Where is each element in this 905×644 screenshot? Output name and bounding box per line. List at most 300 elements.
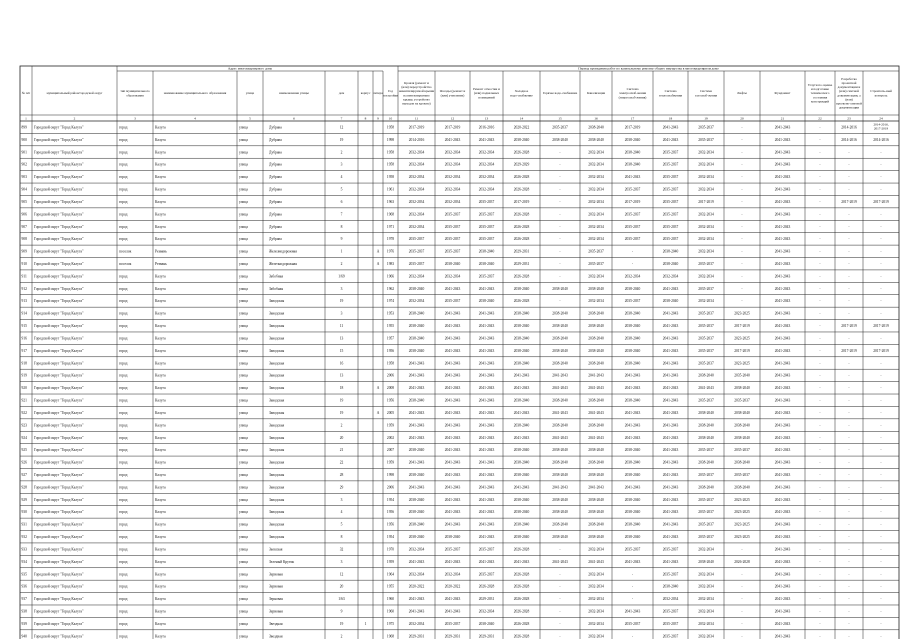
period-cell: 2032-2034 bbox=[444, 572, 461, 577]
period-cell: 2041-2043 bbox=[444, 336, 461, 341]
period-cell: 2032-2034 bbox=[698, 621, 714, 626]
street-type-cell: улица bbox=[239, 386, 248, 391]
period-cell: - bbox=[819, 237, 821, 242]
municipality-type-cell: город bbox=[119, 373, 128, 378]
period-cell: 2017-2019 bbox=[444, 125, 461, 130]
period-cell: 2038-2040 bbox=[478, 621, 495, 626]
period-cell: - bbox=[848, 311, 850, 316]
district-cell: Городской округ "Город Калуга" bbox=[34, 262, 84, 267]
row-number-cell: 919 bbox=[21, 373, 27, 378]
period-cell: 2026-2028 bbox=[513, 187, 530, 192]
period-cell: - bbox=[819, 547, 821, 552]
period-cell: 2041-2043 bbox=[478, 472, 495, 477]
period-cell: 2026-2028 bbox=[513, 237, 530, 242]
period-cell: - bbox=[880, 336, 882, 341]
period-cell: - bbox=[819, 398, 821, 403]
period-cell: 2014-2016 bbox=[873, 137, 889, 142]
column-header: Горячее водо-снабжение bbox=[542, 91, 578, 96]
build-year-cell: 1966 bbox=[386, 274, 395, 279]
street-type-cell: улица bbox=[239, 137, 248, 142]
period-cell: 2041-2043 bbox=[774, 386, 791, 391]
district-cell: Городской округ "Город Калуга" bbox=[34, 497, 84, 502]
period-cell: 2041-2043 bbox=[408, 361, 425, 366]
street-name-cell: Заводская bbox=[269, 299, 285, 304]
column-header: Фундамент bbox=[774, 91, 791, 96]
period-cell: - bbox=[741, 262, 743, 267]
period-cell: 2032-2034 bbox=[698, 547, 714, 552]
column-header: наименование муниципального образования bbox=[163, 91, 227, 96]
period-cell: - bbox=[880, 510, 882, 515]
municipality-type-cell: город bbox=[119, 162, 128, 167]
period-cell: - bbox=[848, 286, 850, 291]
street-name-cell: Зерновая bbox=[269, 584, 283, 589]
period-cell: 2041-2043 bbox=[408, 386, 425, 391]
build-year-cell: 1958 bbox=[386, 125, 395, 130]
column-number: 7 bbox=[340, 116, 343, 121]
column-header: улица bbox=[245, 91, 255, 96]
table-row bbox=[22, 411, 883, 415]
column-header: тип муниципального образования bbox=[120, 89, 150, 98]
period-cell: 2041-2043 bbox=[408, 609, 425, 614]
street-type-cell: улица bbox=[239, 311, 248, 316]
period-cell: 2035-2037 bbox=[698, 398, 714, 403]
litera-cell: А bbox=[376, 249, 380, 254]
period-cell: 2032-2034 bbox=[408, 150, 425, 155]
period-cell: 2041-2043 bbox=[444, 559, 461, 564]
municipality-type-cell: город bbox=[119, 175, 128, 180]
street-name-cell: Дубрава bbox=[269, 237, 282, 242]
period-cell: - bbox=[848, 162, 850, 167]
period-cell: 2032-2034 bbox=[478, 609, 495, 614]
column-number: 22 bbox=[818, 116, 822, 121]
period-cell: 2035-2037 bbox=[624, 621, 641, 626]
period-cell: 2029-2031 bbox=[478, 634, 495, 639]
period-cell: - bbox=[848, 460, 850, 465]
row-number-cell: 940 bbox=[21, 634, 27, 639]
row-number-cell: 927 bbox=[21, 472, 27, 477]
period-cell: - bbox=[631, 634, 634, 639]
row-number-cell: 910 bbox=[21, 262, 27, 267]
period-cell: 2035-2037 bbox=[444, 299, 461, 304]
period-cell: 2017-2019 bbox=[624, 199, 641, 204]
period-cell: 2041-2043 bbox=[478, 137, 495, 142]
municipality-type-cell: город bbox=[119, 299, 128, 304]
period-cell: 2038-2040 bbox=[588, 286, 604, 291]
period-cell: 2041-2043 bbox=[774, 137, 791, 142]
street-name-cell: Заводская bbox=[269, 535, 285, 540]
period-cell: 2041-2043 bbox=[552, 559, 568, 564]
period-cell: - bbox=[848, 472, 850, 477]
municipality-type-cell: город bbox=[119, 286, 128, 291]
house-cell: 9 bbox=[340, 237, 343, 242]
municipality-name-cell: Калуга bbox=[155, 621, 166, 626]
period-cell: - bbox=[848, 497, 850, 502]
table-row bbox=[22, 386, 883, 390]
korpus-cell: 1 bbox=[364, 621, 367, 626]
table-row bbox=[22, 609, 883, 613]
period-cell: 2017-2019 bbox=[408, 125, 425, 130]
period-cell: 2035-2037 bbox=[408, 237, 425, 242]
period-cell: 2017-2019 bbox=[873, 324, 889, 329]
period-cell: - bbox=[880, 361, 882, 366]
column-number: 13 bbox=[484, 116, 489, 121]
period-cell: 2041-2043 bbox=[624, 609, 641, 614]
period-cell: 2041-2043 bbox=[478, 510, 495, 515]
period-cell: 2038-2040 bbox=[624, 398, 641, 403]
period-cell: - bbox=[741, 175, 743, 180]
period-cell: 2041-2043 bbox=[478, 386, 495, 391]
period-cell: 2041-2043 bbox=[408, 373, 425, 378]
period-cell: 2017-2019 bbox=[513, 199, 530, 204]
district-cell: Городской округ "Город Калуга" bbox=[34, 423, 84, 428]
period-cell: 2041-2043 bbox=[774, 212, 791, 217]
period-cell: 2032-2034 bbox=[698, 162, 714, 167]
period-cell: - bbox=[880, 460, 882, 465]
house-cell: 7 bbox=[340, 212, 343, 217]
municipality-type-cell: город bbox=[119, 336, 128, 341]
municipality-name-cell: Калуга bbox=[155, 572, 166, 577]
district-cell: Городской округ "Город Калуга" bbox=[34, 460, 84, 465]
table-row bbox=[22, 274, 883, 278]
row-number-cell: 930 bbox=[21, 510, 27, 515]
period-cell: 2032-2034 bbox=[588, 199, 604, 204]
period-cell: - bbox=[741, 572, 743, 577]
municipality-name-cell: Калуга bbox=[155, 324, 166, 329]
period-cell: 2038-2040 bbox=[734, 435, 750, 440]
period-cell: 2041-2043 bbox=[444, 435, 461, 440]
row-number-cell: 936 bbox=[21, 584, 27, 589]
period-cell: 2041-2043 bbox=[478, 535, 495, 540]
period-cell: - bbox=[741, 286, 743, 291]
period-cell: - bbox=[819, 435, 821, 440]
build-year-cell: 1959 bbox=[386, 559, 395, 564]
period-cell: 2038-2040 bbox=[624, 324, 641, 329]
period-cell: - bbox=[848, 274, 850, 279]
period-cell: 2041-2043 bbox=[552, 386, 568, 391]
period-cell: 2038-2040 bbox=[513, 398, 530, 403]
street-type-cell: улица bbox=[239, 162, 248, 167]
house-cell: 6 bbox=[340, 199, 343, 204]
period-cell: - bbox=[848, 597, 850, 602]
column-number: 20 bbox=[740, 116, 744, 121]
period-cell: 2035-2037 bbox=[444, 621, 461, 626]
table-row bbox=[22, 250, 883, 254]
period-cell: 2038-2040 bbox=[588, 472, 604, 477]
municipality-name-cell: Калуга bbox=[155, 150, 166, 155]
build-year-cell: 1954 bbox=[386, 535, 395, 540]
district-cell: Городской округ "Город Калуга" bbox=[34, 237, 84, 242]
period-cell: 2026-2028 bbox=[478, 584, 495, 589]
period-cell: 2035-2037 bbox=[624, 547, 641, 552]
street-name-cell: Зерновая bbox=[269, 572, 283, 577]
municipality-name-cell: Калуга bbox=[155, 410, 166, 415]
period-cell: 2032-2034 bbox=[588, 212, 604, 217]
period-cell: - bbox=[741, 162, 743, 167]
district-cell: Городской округ "Город Калуга" bbox=[34, 187, 84, 192]
district-cell: Городской округ "Город Калуга" bbox=[34, 162, 84, 167]
period-cell: 2017-2019 bbox=[734, 324, 750, 329]
district-cell: Городской округ "Город Калуга" bbox=[34, 472, 84, 477]
period-cell: 2041-2043 bbox=[624, 410, 641, 415]
period-cell: - bbox=[848, 609, 850, 614]
municipality-name-cell: Калуга bbox=[155, 212, 166, 217]
period-cell: - bbox=[848, 448, 850, 453]
build-year-cell: 2002 bbox=[386, 435, 395, 440]
period-cell: 2041-2043 bbox=[774, 311, 791, 316]
period-cell: 2035-2037 bbox=[698, 497, 714, 502]
row-number-cell: 929 bbox=[21, 497, 27, 502]
street-name-cell: Дубрава bbox=[269, 150, 282, 155]
period-cell: 2038-2040 bbox=[513, 535, 530, 540]
period-cell: - bbox=[631, 572, 634, 577]
row-number-cell: 915 bbox=[21, 324, 27, 329]
period-cell: - bbox=[848, 249, 850, 254]
build-year-cell: 1961 bbox=[386, 187, 395, 192]
street-name-cell: Дубрава bbox=[269, 212, 282, 217]
period-cell: 2038-2040 bbox=[624, 497, 641, 502]
period-cell: - bbox=[819, 572, 821, 577]
period-cell: - bbox=[880, 311, 882, 316]
period-cell: 2041-2043 bbox=[444, 348, 461, 353]
period-cell: 2041-2043 bbox=[662, 398, 679, 403]
period-cell: 2041-2043 bbox=[774, 286, 791, 291]
build-year-cell: 1971 bbox=[386, 224, 395, 229]
period-cell: 2023-2025 bbox=[734, 510, 750, 515]
period-cell: 2041-2043 bbox=[774, 162, 791, 167]
period-cell: 2038-2040 bbox=[408, 472, 425, 477]
period-cell: 2038-2040 bbox=[624, 162, 641, 167]
period-cell: 2038-2040 bbox=[513, 348, 530, 353]
period-cell: 2038-2040 bbox=[588, 522, 604, 527]
period-cell: - bbox=[741, 547, 743, 552]
row-number-cell: 931 bbox=[21, 522, 27, 527]
municipality-type-cell: город bbox=[119, 584, 128, 589]
period-cell: 2023-2025 bbox=[734, 361, 750, 366]
period-cell: - bbox=[880, 299, 882, 304]
period-cell: 2041-2043 bbox=[478, 336, 495, 341]
period-cell: 2035-2037 bbox=[408, 262, 425, 267]
period-cell: 2038-2040 bbox=[698, 485, 714, 490]
row-number-cell: 921 bbox=[21, 398, 27, 403]
municipality-type-cell: город bbox=[119, 572, 128, 577]
period-cell: 2038-2040 bbox=[588, 535, 604, 540]
period-cell: 2041-2043 bbox=[513, 559, 530, 564]
period-cell: - bbox=[741, 609, 743, 614]
house-cell: 12 bbox=[339, 125, 344, 130]
period-cell: 2032-2034 bbox=[698, 609, 714, 614]
table-row bbox=[22, 473, 883, 477]
period-cell: 2041-2043 bbox=[624, 386, 641, 391]
period-cell: 2041-2043 bbox=[662, 348, 679, 353]
period-cell: 2038-2040 bbox=[552, 472, 568, 477]
column-header: Холодное водо-снабжение bbox=[510, 89, 533, 98]
period-cell: 2038-2040 bbox=[552, 398, 568, 403]
municipality-type-cell: поселок bbox=[119, 249, 132, 254]
period-cell: 2035-2037 bbox=[478, 547, 495, 552]
period-cell: 2032-2034 bbox=[444, 162, 461, 167]
build-year-cell: 1983 bbox=[386, 262, 395, 267]
municipality-type-cell: город bbox=[119, 274, 128, 279]
period-cell: - bbox=[880, 398, 882, 403]
house-cell: 2 bbox=[340, 150, 343, 155]
period-cell: 2038-2040 bbox=[408, 510, 425, 515]
street-type-cell: улица bbox=[239, 274, 248, 279]
period-cell: 2041-2043 bbox=[478, 460, 495, 465]
municipality-type-cell: город bbox=[119, 448, 128, 453]
district-cell: Городской округ "Город Калуга" bbox=[34, 510, 84, 515]
period-cell: 2041-2043 bbox=[408, 485, 425, 490]
period-cell: - bbox=[848, 559, 850, 564]
street-type-cell: улица bbox=[239, 423, 248, 428]
period-cell: 2041-2043 bbox=[662, 485, 679, 490]
district-cell: Городской округ "Город Калуга" bbox=[34, 224, 84, 229]
house-cell: 13 bbox=[339, 373, 344, 378]
period-cell: - bbox=[880, 162, 882, 167]
column-number: 10 bbox=[388, 116, 393, 121]
period-cell: 2038-2040 bbox=[662, 249, 679, 254]
period-cell: 2041-2043 bbox=[408, 410, 425, 415]
period-cell: 2041-2043 bbox=[774, 584, 791, 589]
period-cell: 2023-2025 bbox=[734, 497, 750, 502]
period-cell: - bbox=[741, 125, 743, 130]
municipality-type-cell: город bbox=[119, 621, 128, 626]
build-year-cell: 1953 bbox=[386, 311, 395, 316]
period-cell: 2035-2037 bbox=[662, 237, 679, 242]
litera-cell: А bbox=[376, 386, 380, 391]
period-cell: - bbox=[848, 522, 850, 527]
period-cell: 2038-2040 bbox=[408, 286, 425, 291]
period-cell: 2035-2037 bbox=[698, 336, 714, 341]
period-cell: 2017-2019 bbox=[734, 348, 750, 353]
period-cell: 2035-2037 bbox=[662, 212, 679, 217]
table-row bbox=[22, 188, 883, 192]
period-cell: 2014-2016 bbox=[408, 137, 425, 142]
period-cell: - bbox=[631, 262, 634, 267]
period-cell: 2041-2043 bbox=[662, 324, 679, 329]
build-year-cell: 1968 bbox=[386, 634, 395, 639]
period-cell: 2035-2037 bbox=[624, 212, 641, 217]
municipality-type-cell: город bbox=[119, 522, 128, 527]
house-cell: 22 bbox=[339, 460, 344, 465]
period-cell: 2038-2040 bbox=[698, 435, 714, 440]
column-number: 9 bbox=[377, 116, 379, 121]
period-cell: - bbox=[819, 423, 821, 428]
period-cell: - bbox=[819, 224, 821, 229]
street-type-cell: улица bbox=[239, 348, 248, 353]
period-cell: - bbox=[819, 137, 821, 142]
period-cell: 2032-2034 bbox=[698, 572, 714, 577]
house-cell: 3 bbox=[340, 559, 343, 564]
period-cell: 2023-2025 bbox=[734, 535, 750, 540]
period-cell: 2041-2043 bbox=[662, 497, 679, 502]
street-name-cell: Дубрава bbox=[269, 125, 282, 130]
period-cell: 2041-2043 bbox=[444, 497, 461, 502]
period-cell: 2041-2043 bbox=[774, 262, 791, 267]
house-cell: 19 bbox=[339, 410, 344, 415]
street-name-cell: Заводская bbox=[269, 398, 285, 403]
period-cell: 2041-2043 bbox=[444, 386, 461, 391]
district-cell: Городской округ "Город Калуга" bbox=[34, 373, 84, 378]
period-cell: 2041-2043 bbox=[662, 448, 679, 453]
period-cell: - bbox=[819, 472, 821, 477]
period-cell: 2041-2043 bbox=[478, 410, 495, 415]
municipality-name-cell: Калуга bbox=[155, 125, 166, 130]
period-cell: 2016-2016 bbox=[478, 125, 495, 130]
build-year-cell: 2006 bbox=[386, 485, 395, 490]
period-cell: 2032-2034 bbox=[444, 274, 461, 279]
period-cell: - bbox=[880, 597, 882, 602]
build-year-cell: 1975 bbox=[386, 621, 395, 626]
period-cell: 2041-2043 bbox=[408, 597, 425, 602]
period-cell: 2035-2037 bbox=[624, 187, 641, 192]
period-cell: 2038-2040 bbox=[624, 311, 641, 316]
period-cell: 2041-2043 bbox=[774, 522, 791, 527]
period-cell: 2038-2040 bbox=[588, 125, 604, 130]
period-cell: 2035-2037 bbox=[588, 262, 604, 267]
period-cell: 2035-2037 bbox=[444, 249, 461, 254]
build-year-cell: 1956 bbox=[386, 510, 395, 515]
street-name-cell: Заводская bbox=[269, 324, 285, 329]
municipality-type-cell: город bbox=[119, 324, 128, 329]
build-year-cell: 1968 bbox=[386, 212, 395, 217]
municipality-name-cell: Калуга bbox=[155, 336, 166, 341]
period-cell: 2035-2037 bbox=[478, 572, 495, 577]
period-cell: 2041-2043 bbox=[624, 423, 641, 428]
period-cell: 2035-2037 bbox=[698, 348, 714, 353]
period-cell: 2032-2034 bbox=[624, 274, 641, 279]
municipality-name-cell: Калуга bbox=[155, 187, 166, 192]
table-row bbox=[22, 374, 883, 378]
period-cell: 2029-2031 bbox=[408, 634, 425, 639]
period-cell: 2041-2043 bbox=[588, 485, 604, 490]
period-cell: 2032-2034 bbox=[588, 175, 604, 180]
period-cell: 2041-2043 bbox=[774, 547, 791, 552]
period-cell: 2041-2043 bbox=[662, 460, 679, 465]
district-cell: Городской округ "Город Калуга" bbox=[34, 212, 84, 217]
period-cell: 2041-2043 bbox=[662, 286, 679, 291]
period-cell: 2041-2043 bbox=[774, 187, 791, 192]
street-name-cell: Зеленый Крутик bbox=[269, 559, 295, 564]
period-cell: 2041-2043 bbox=[662, 373, 679, 378]
house-cell: 18 bbox=[339, 386, 344, 391]
period-cell: - bbox=[559, 150, 561, 155]
period-cell: 2041-2043 bbox=[513, 485, 530, 490]
period-cell: 2035-2037 bbox=[698, 472, 714, 477]
period-cell: - bbox=[880, 224, 882, 229]
municipality-name-cell: Резвань bbox=[155, 262, 167, 267]
period-cell: 2038-2040 bbox=[552, 311, 568, 316]
column-number: 18 bbox=[668, 116, 673, 121]
period-cell: - bbox=[631, 249, 634, 254]
column-number: 16 bbox=[594, 116, 598, 121]
municipality-type-cell: город bbox=[119, 410, 128, 415]
period-cell: - bbox=[880, 609, 882, 614]
period-cell: - bbox=[741, 150, 743, 155]
period-cell: 2014-2016 bbox=[841, 125, 857, 130]
period-cell: 2038-2040 bbox=[698, 410, 714, 415]
municipality-name-cell: Калуга bbox=[155, 472, 166, 477]
period-cell: 2038-2040 bbox=[624, 361, 641, 366]
period-cell: 2032-2034 bbox=[588, 299, 604, 304]
period-cell: - bbox=[880, 237, 882, 242]
district-cell: Городской округ "Город Калуга" bbox=[34, 435, 84, 440]
street-name-cell: Дубрава bbox=[269, 137, 282, 142]
period-cell: - bbox=[819, 262, 821, 267]
period-cell: 2038-2040 bbox=[588, 137, 604, 142]
table-row bbox=[22, 461, 883, 465]
table-row bbox=[22, 436, 883, 440]
period-cell: - bbox=[819, 348, 821, 353]
